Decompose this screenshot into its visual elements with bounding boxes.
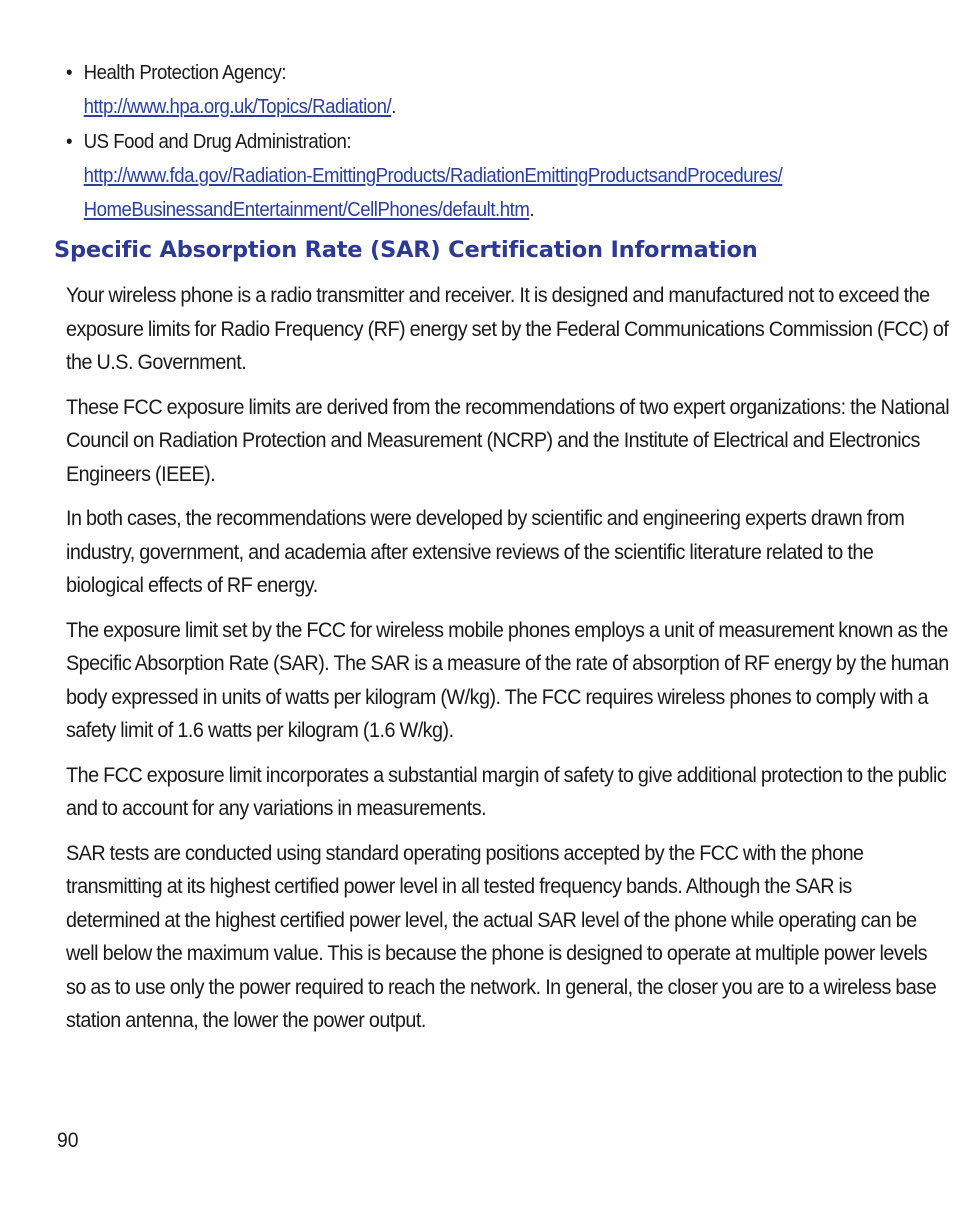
bullet-icon: • (66, 62, 73, 84)
paragraph: In both cases, the recommendations were developed by scientific and engineering experts drawn from industry, government, and academia after extensive reviews of the scientific literature related to the biological effects of RF energy. (66, 506, 905, 597)
hpa-link[interactable]: http://www.hpa.org.uk/Topics/Radiation/ (83, 96, 392, 118)
paragraph: The exposure limit set by the FCC for wireless mobile phones employs a unit of measurement known as the Specific Absorption Rate (SAR). The SAR is a measure of the rate of absorption of RF energy by the human body expressed in units of watts per kilogram (W/kg). The FCC requires wireless phones to comply with a safety limit of 1.6 watts per kilogram (1.6 W/kg). (66, 617, 949, 742)
paragraph: SAR tests are conducted using standard operating positions accepted by the FCC with the phone transmitting at its highest certified power level in all tested frequency bands. Although the SAR is determined at the highest certified power level, the actual SAR level of the phone while operating can be well below the maximum value. This is because the phone is designed to operate at multiple power levels so as to use only the power required to reach the network. In general, the closer you are to a wireless base station antenna, the lower the power output. (66, 840, 937, 1032)
section-heading: Specific Absorption Rate (SAR) Certification Information (54, 237, 758, 263)
reference-label: US Food and Drug Administration: (83, 131, 352, 153)
fda-link-line-2[interactable]: HomeBusinessandEntertainment/CellPhones/default.htm (83, 199, 530, 221)
page-number: 90 (57, 1129, 79, 1152)
link-trailing-period: . (529, 199, 535, 221)
list-item (66, 125, 838, 227)
reference-list (66, 56, 896, 228)
paragraph: Your wireless phone is a radio transmitter and receiver. It is designed and manufactured not to exceed the exposure limits for Radio Frequency (RF) energy set by the Federal Communications Commission (FCC) of the U.S. Government. (66, 283, 949, 374)
list-item (66, 56, 838, 124)
fda-link-line-1[interactable]: http://www.fda.gov/Radiation-EmittingProducts/RadiationEmittingProductsandProcedures/ (83, 165, 783, 187)
reference-label: Health Protection Agency: (83, 62, 287, 84)
body-text (66, 279, 950, 1049)
link-trailing-period: . (391, 96, 396, 118)
paragraph: The FCC exposure limit incorporates a substantial margin of safety to give additional protection to the public and to account for any variations in measurements. (66, 762, 947, 820)
bullet-icon: • (66, 131, 73, 153)
paragraph: These FCC exposure limits are derived from the recommendations of two expert organizations: the National Council on Radiation Protection and Measurement (NCRP) and the Institute of Electrical and Electronics Engineers (IEEE). (66, 394, 950, 486)
